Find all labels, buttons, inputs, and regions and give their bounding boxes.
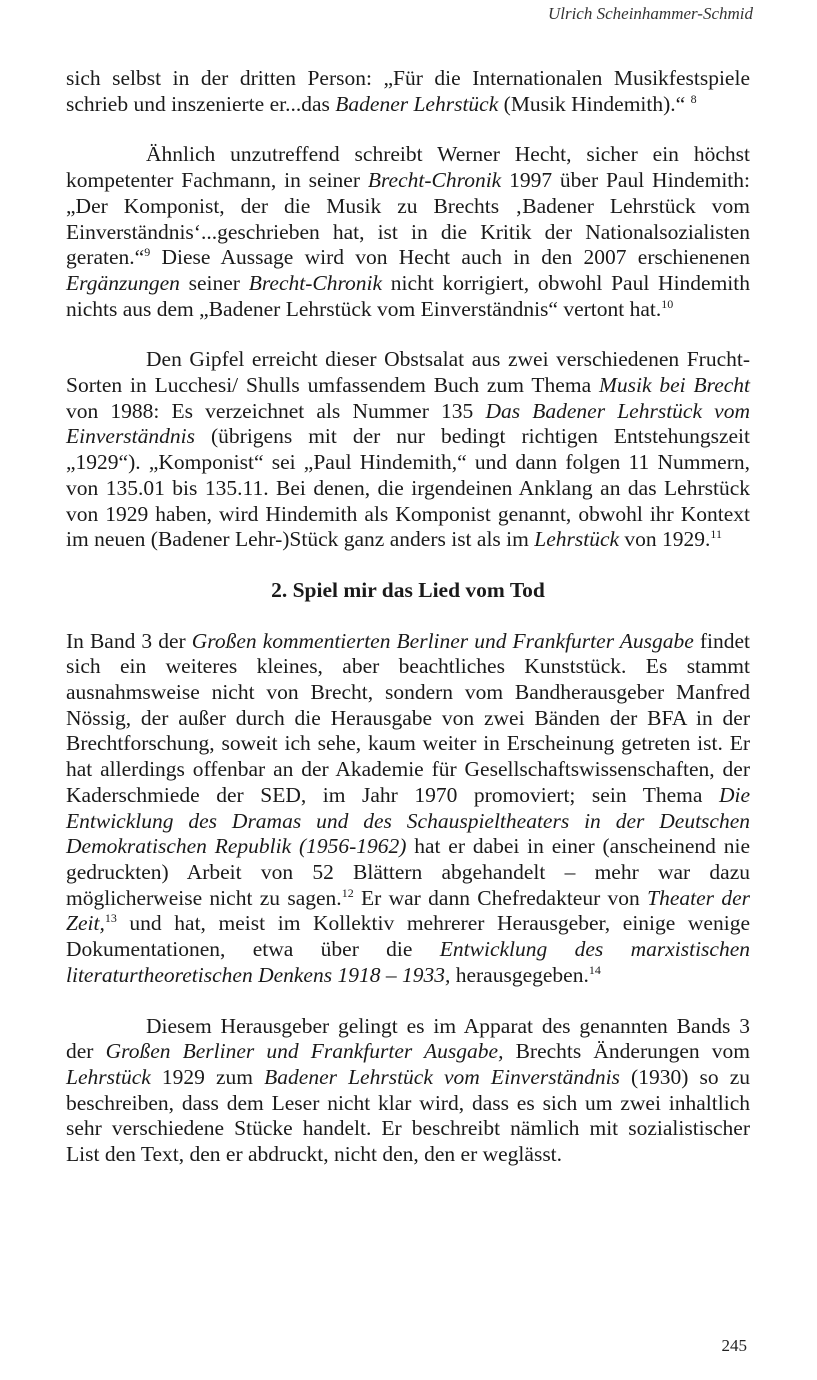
text-run: seiner xyxy=(179,270,249,295)
italic-title: Das Badener Lehrstück vom Einverständnis xyxy=(66,398,750,449)
text-run: hat er dabei in einer (anscheinend nie gedruckten) Arbeit von 52 Blättern abgehandelt – mehr war dazu möglicherweise nicht zu sagen. xyxy=(66,834,750,910)
italic-title: Brecht-Chronik xyxy=(248,270,383,295)
paragraph-gap xyxy=(66,989,750,1014)
paragraph-gap xyxy=(66,117,750,142)
italic-title: Lehrstück xyxy=(66,1064,151,1089)
italic-title: Musik bei Brecht xyxy=(598,373,750,398)
italic-title: Brecht-Chronik xyxy=(367,168,502,193)
text-run: 1929 zum xyxy=(150,1064,265,1089)
text-run: nicht korrigiert, obwohl Paul Hindemith nichts aus dem „Badener Lehrstück vom Einverständnis“ vertont hat. xyxy=(66,270,750,321)
italic-title: Entwicklung des marxistischen literaturtheoretischen Denkens 1918 – 1933, xyxy=(66,937,750,987)
italic-title: Die Entwicklung des Dramas und des Schauspieltheaters in der Deutschen Demokratischen Republik (1956-1962) xyxy=(66,782,750,859)
text-run: Er war dann Chefredakteur von xyxy=(353,885,648,910)
text-run: In Band 3 der xyxy=(66,628,192,653)
page-number: 245 xyxy=(721,1336,747,1355)
text-run: 1997 über Paul Hindemith: „Der Komponist, der die Musik zu Brechts ‚Badener Lehrstück vom Einverständnis‘...geschrieben hat, ist in die Kritik der Nationalsozialisten geraten.“ xyxy=(66,168,750,270)
text-run: (1930) so zu beschreiben, dass dem Leser nicht klar wird, dass es sich um zwei inhaltlich sehr verschiedene Stücke handelt. Er beschreibt nämlich mit sozialistischer List den Text, den er abdruckt, nicht den, den er weglässt. xyxy=(66,1064,750,1167)
paragraph-gap xyxy=(66,553,750,578)
italic-title: Lehrstück xyxy=(534,527,620,552)
text-run: (Musik Hindemith).“ xyxy=(498,91,691,116)
text-run: Brechts Änderungen vom xyxy=(503,1039,751,1064)
footnote-ref: 8 xyxy=(690,91,697,106)
paragraph-1 xyxy=(66,66,750,117)
text-run: (übrigens mit der nur bedingt richtigen Entstehungszeit „1929“). „Komponist“ sei „Paul Hindemith,“ und dann folgen 11 Nummern, von 135.01 bis 135.11. Bei denen, die irgendeinen Anklang an das Lehrstück von 1929 haben, wird Hindemith als Komponist genannt, obwohl ihr Kontext im neuen (Badener Lehr-)Stück ganz anders ist als im xyxy=(66,424,750,552)
text-run: von 1929. xyxy=(619,527,711,552)
footnote-ref: 10 xyxy=(661,296,674,311)
italic-title: Großen Berliner und Frankfurter Ausgabe, xyxy=(105,1039,504,1064)
text-run: Ähnlich unzutreffend schreibt Werner Hecht, sicher ein höchst kompetenter Fachmann, in seiner xyxy=(66,142,750,193)
italic-title: Badener Lehrstück vom Einverständnis xyxy=(264,1064,620,1089)
footnote-ref: 9 xyxy=(144,245,151,260)
footnote-ref: 14 xyxy=(588,962,601,977)
text-run: von 1988: Es verzeichnet als Nummer 135 xyxy=(66,398,486,423)
paragraph-gap xyxy=(66,322,750,347)
italic-title: Theater der Zeit, xyxy=(66,885,751,936)
paragraph-gap xyxy=(66,604,750,629)
italic-title: Badener Lehrstück xyxy=(335,91,499,116)
text-run: und hat, meist im Kollektiv mehrerer Herausgeber, einige wenige Dokumentationen, etwa über die xyxy=(66,911,750,962)
footnote-ref: 12 xyxy=(341,885,354,900)
italic-title: Großen kommentierten Berliner und Frankfurter Ausgabe xyxy=(191,628,694,653)
running-head: Ulrich Scheinhammer-Schmid xyxy=(547,4,753,23)
italic-title: Ergänzungen xyxy=(66,270,180,295)
text-run: sich selbst in der dritten Person: „Für die Internationalen Musikfestspiele schrieb und inszenierte er...das xyxy=(66,66,750,116)
text-run: Diese Aussage wird von Hecht auch in den 2007 erschienenen xyxy=(150,245,750,270)
body-text xyxy=(66,66,750,1168)
footnote-ref: 11 xyxy=(710,527,722,542)
text-run: Diesem Herausgeber gelingt es im Apparat des genannten Bands 3 der xyxy=(66,1013,750,1064)
paragraph-4 xyxy=(66,629,750,989)
section-title: 2. Spiel mir das Lied vom Tod xyxy=(271,577,545,602)
text-run: Den Gipfel erreicht dieser Obstsalat aus zwei verschiedenen Frucht-Sorten in Lucchesi/ Shulls umfassendem Buch zum Thema xyxy=(66,347,750,398)
text-run: findet sich ein weiteres kleines, aber beachtliches Kunststück. Es stammt ausnahmsweise nicht von Brecht, sondern vom Bandherausgeber Manfred Nössig, der außer durch die Herausgabe von zwei Bänden der BFA in der Brechtforschung, soweit ich sehe, kaum weiter in Erscheinung getreten ist. Er hat allerdings offenbar an der Akademie für Gesellschaftswissenschaften, der Kaderschmiede der SED, im Jahr 1970 promoviert; sein Thema xyxy=(66,628,750,807)
footnote-ref: 13 xyxy=(104,911,117,926)
paragraph-5 xyxy=(66,1014,750,1168)
paragraph-2 xyxy=(66,142,750,322)
paragraph-3 xyxy=(66,347,750,553)
text-run: herausgegeben. xyxy=(450,962,589,987)
